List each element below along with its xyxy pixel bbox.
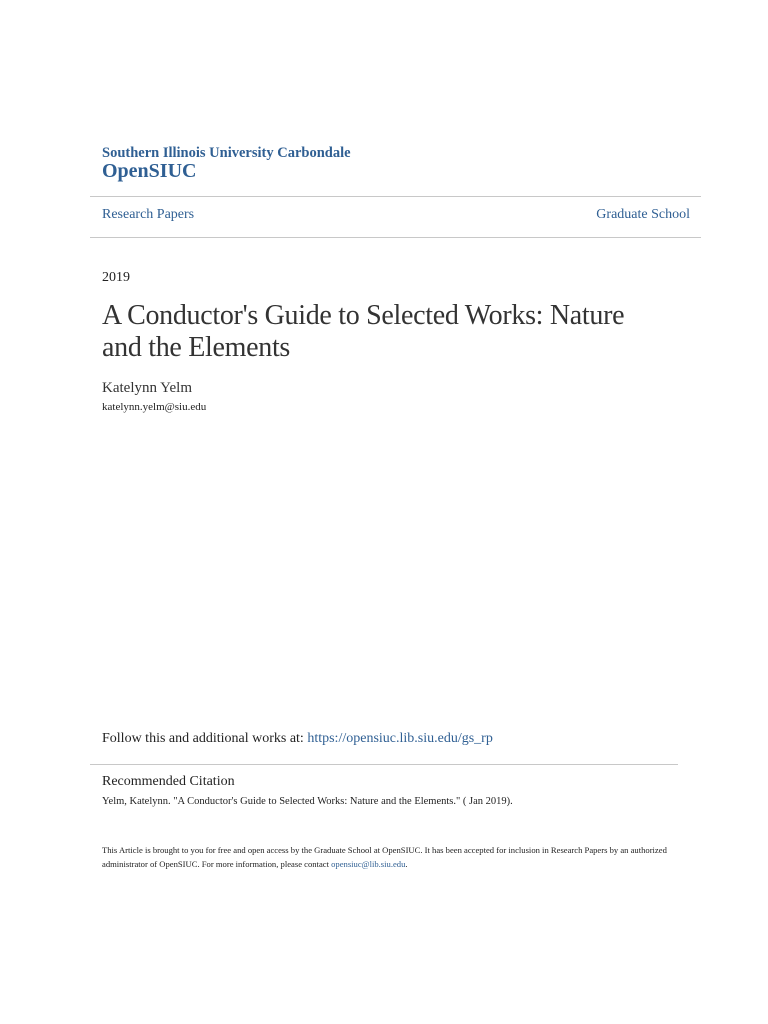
repository-name[interactable]: OpenSIUC	[102, 160, 197, 182]
citation-divider	[90, 764, 678, 765]
author-name: Katelynn Yelm	[102, 380, 192, 396]
collection-url-link[interactable]: https://opensiuc.lib.siu.edu/gs_rp	[307, 731, 493, 746]
author-email: katelynn.yelm@siu.edu	[102, 401, 207, 413]
citation-heading: Recommended Citation	[102, 774, 235, 789]
citation-text: Yelm, Katelynn. "A Conductor's Guide to Selected Works: Nature and the Elements." ( Jan 2019).	[102, 796, 513, 807]
access-notice	[102, 843, 677, 871]
article-title: A Conductor's Guide to Selected Works: Nature and the Elements	[102, 300, 625, 363]
school-link[interactable]: Graduate School	[596, 207, 690, 222]
follow-prefix: Follow this and additional works at:	[102, 731, 308, 746]
series-link[interactable]: Research Papers	[102, 207, 195, 222]
institution-name: Southern Illinois University Carbondale	[102, 145, 351, 161]
follow-line	[102, 731, 493, 747]
notice-suffix: .	[405, 859, 408, 869]
top-divider	[90, 196, 701, 197]
publication-year: 2019	[102, 270, 130, 285]
contact-email-link[interactable]: opensiuc@lib.siu.edu	[331, 859, 406, 869]
notice-text: This Article is brought to you for free and open access by the Graduate School at OpenSIUC. It has been accepted for inclusion in Research Papers by an authorized administrator of OpenSIUC. For more information, please contact	[102, 845, 667, 869]
nav-divider	[90, 237, 701, 238]
